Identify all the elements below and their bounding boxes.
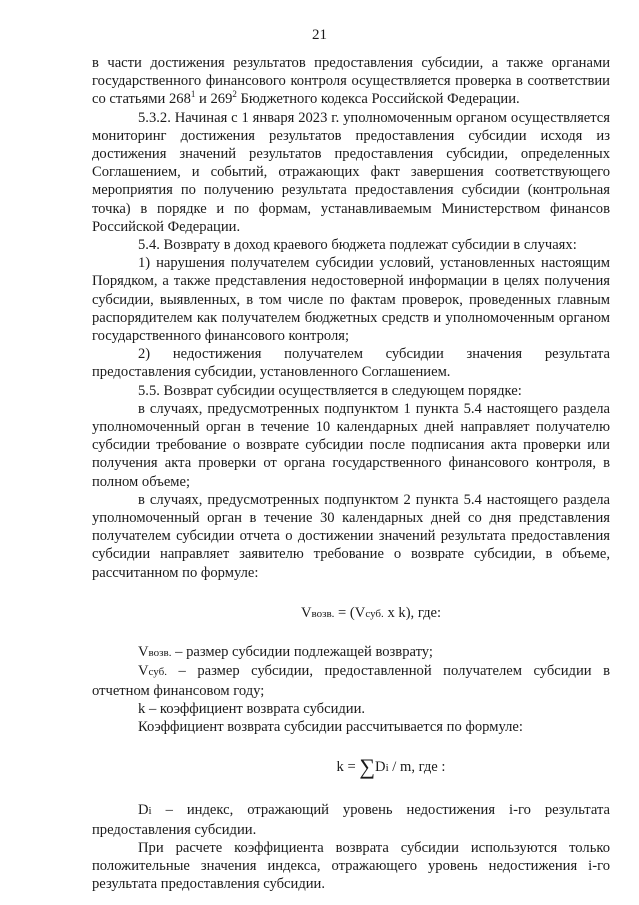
page-number: 21 xyxy=(312,27,327,43)
paragraph-5-4: 5.4. Возврату в доход краевого бюджета подлежат субсидии в случаях: xyxy=(138,237,577,254)
def-di-text: – индекс, отражающий уровень недостижения i-го результата предоставления субсидии. xyxy=(92,802,610,838)
paragraph-1-text-c: Бюджетного кодекса Российской Федерации. xyxy=(236,91,520,108)
document-body xyxy=(92,54,610,893)
formula2-d: D xyxy=(375,759,386,776)
paragraph-5-5-case-1: в случаях, предусмотренных подпунктом 1 пункта 5.4 настоящего раздела уполномоченный орган в течение 10 календарных дней направляет получателю субсидии требование о возврате субсидии после подписания акта проверки или получения акта проверки от органа государственного финансового контроля, в полном объеме; xyxy=(92,400,610,490)
def1-symbol: V xyxy=(138,644,149,661)
paragraph-5-5: 5.5. Возврат субсидии осуществляется в следующем порядке: xyxy=(138,382,522,399)
def2-symbol: V xyxy=(138,663,149,680)
def2-text: – размер субсидии, предоставленной получателем субсидии в отчетном финансовом году; xyxy=(92,663,610,699)
definition-v-vozv xyxy=(92,643,610,662)
superscript-2: 2 xyxy=(232,89,237,100)
def-di-sub: i xyxy=(148,805,152,818)
formula1-rest: x k), где: xyxy=(383,604,442,621)
definition-di xyxy=(92,801,610,838)
formula1-sub-sub: суб. xyxy=(365,607,384,620)
definition-v-sub xyxy=(92,662,610,699)
paragraph-1-text-a: в части достижения результатов предоставления субсидии, а также органами государственного финансового контроля осуществляется проверка в соответствии со статьями 268 xyxy=(92,55,610,108)
def-di-symbol: D xyxy=(138,802,149,819)
paragraph-1-text-b: и 269 xyxy=(195,91,233,108)
paragraph-1 xyxy=(92,54,610,109)
formula2-left: k = xyxy=(336,759,360,776)
formula-coefficient xyxy=(92,754,610,780)
formula2-rest: / m, где : xyxy=(388,759,446,776)
formula-return-amount xyxy=(92,604,610,623)
def2-sub: суб. xyxy=(148,666,167,679)
paragraph-coefficient-intro: Коэффициент возврата субсидии рассчитывается по формуле: xyxy=(138,718,523,735)
formula2-sub-i: i xyxy=(385,762,389,775)
def1-text: – размер субсидии подлежащей возврату; xyxy=(171,644,433,661)
sum-symbol: ∑ xyxy=(359,754,376,780)
definition-k: k – коэффициент возврата субсидии. xyxy=(138,700,366,717)
paragraph-positive-values: При расчете коэффициента возврата субсидии используются только положительные значения индекса, отражающего уровень недостижения i-го результата предоставления субсидии. xyxy=(92,839,610,893)
paragraph-5-4-item-1: 1) нарушения получателем субсидии условий, установленных настоящим Порядком, а также представления недостоверной информации в целях получения субсидии, выявленных, в том числе по фактам проверок, проведенных главным распорядителем как получателем бюджетных средств и уполномоченным органом государственного финансового контроля; xyxy=(92,255,610,345)
paragraph-5-5-case-2: в случаях, предусмотренных подпунктом 2 пункта 5.4 настоящего раздела уполномоченный орган в течение 30 календарных дней со дня представления получателем субсидии отчета о достижении значений результата предоставления субсидии направляет заявителю требование о возврате субсидии, в объеме, рассчитанном по формуле: xyxy=(92,491,610,581)
paragraph-5-3-2: 5.3.2. Начиная с 1 января 2023 г. уполномоченным органом осуществляется мониторинг достижения результатов предоставления субсидии исходя из достижения значений результатов предоставления субсидии, определенных Соглашением, и событий, отражающих факт завершения соответствующего мероприятия по получению результата предоставления субсидии (контрольная точка) в порядке и по формам, устанавливаемым Министерством финансов Российской Федерации. xyxy=(92,109,610,235)
def1-sub: возв. xyxy=(148,647,172,660)
formula1-v: V xyxy=(300,604,312,621)
formula1-eq: = (V xyxy=(334,604,366,621)
superscript-1: 1 xyxy=(190,89,196,100)
paragraph-5-4-item-2: 2) недостижения получателем субсидии значения результата предоставления субсидии, установленного Соглашением. xyxy=(92,346,610,381)
formula1-sub-vozv: возв. xyxy=(311,607,335,620)
